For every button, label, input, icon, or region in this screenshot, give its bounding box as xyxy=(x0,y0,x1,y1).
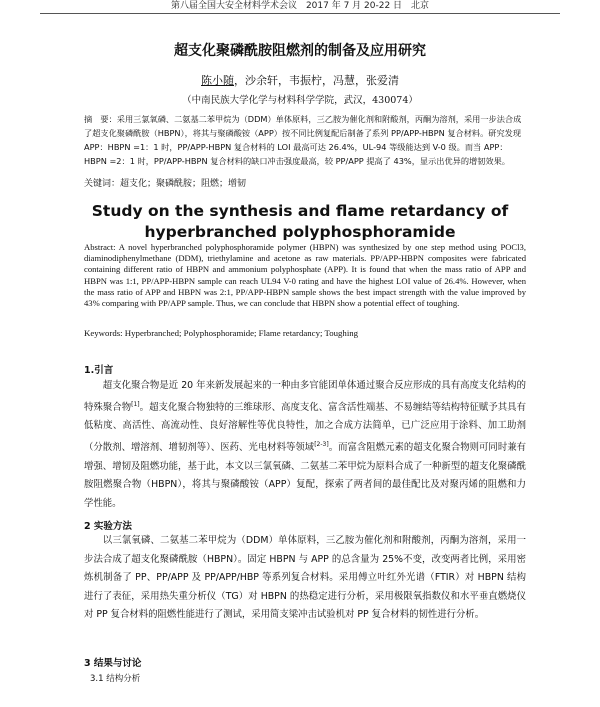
section-2-heading: 2 实验方法 xyxy=(84,521,132,532)
chinese-authors xyxy=(0,72,600,88)
section-1-text-a: 超支化聚合物是近 20 年来新发展起来的一种由多官能团单体通过聚合反应形成的具有高度支化结构的特殊聚合物 xyxy=(84,380,526,413)
header-rule xyxy=(40,13,560,14)
section-2-paragraph: 以三氯氧磷、二氨基二苯甲烷为（DDM）单体原料，三乙胺为催化剂和附酸剂，丙酮为溶剂，采用一步法合成了超支化聚磷酰胺（HBPN）。固定 HBPN 与 APP 的总含量为 25%不变，改变两者比例，采用密炼机制备了 PP、PP/APP 及 PP/APP/HBP 等系列复合材料。采用傅立叶红外光谱（FTIR）对 HBPN 结构进行了表征，采用热失重分析仪（TG）对 HBPN 的热稳定进行分析，采用极限氧指数仪和水平垂直燃烧仪对 PP 复合材料的阻燃性能进行了测试，采用简支梁冲击试验机对 PP 复合材料的韧性进行分析。 xyxy=(84,535,526,621)
citation-ref-1: [1] xyxy=(131,400,140,408)
english-keywords-text: Hyperbranched; Polyphosphoramide; Flame retardancy; Toughing xyxy=(122,328,359,338)
english-abstract-text: A novel hyperbranched polyphosphoramide polymer (HBPN) was synthesized by one step method using POCl3, diaminodiphenylmethane (DDM), triethylamine and acetone as raw materials. PP/APP-HBPN composites were fabricated containing different ratio of HBPN and ammonium polyphosphate (APP). It is found that when the mass ratio of APP and HBPN was 1:1, PP/APP-HBPN sample can reach UL94 V-0 rating and have the highest LOI value of 26.4%. However, when the mass ratio of APP and HBPN was 2:1, PP/APP-HBPN sample shows the best impact strength with the value improved by 43% comparing with PP/APP sample. Thus, we can conclude that HBPN show a potential effect of toughing. xyxy=(84,242,526,309)
co-authors: ，沙余轩，韦振柠，冯慧，张爱清 xyxy=(234,74,399,87)
section-1-paragraph xyxy=(84,377,526,513)
section-1-heading: 1.引言 xyxy=(84,365,114,376)
chinese-title: 超支化聚磷酰胺阻燃剂的制备及应用研究 xyxy=(174,43,426,59)
english-title xyxy=(0,201,600,243)
chinese-abstract xyxy=(84,112,524,168)
chinese-abstract-label: 摘 要： xyxy=(84,114,117,124)
subsection-3-1-heading: 3.1 结构分析 xyxy=(90,674,141,684)
chinese-keywords-label: 关键词： xyxy=(84,179,121,189)
english-keywords xyxy=(84,328,526,338)
first-author: 陈小随 xyxy=(201,74,234,87)
english-abstract xyxy=(84,242,526,309)
english-title-line-2: hyperbranched polyphosphoramide xyxy=(144,223,456,241)
chinese-affiliation: （中南民族大学化学与材料科学学院，武汉，430074） xyxy=(182,95,418,106)
chinese-keywords-text: 超支化；聚磷酰胺；阻燃；增韧 xyxy=(120,179,247,189)
chinese-keywords xyxy=(84,176,524,189)
section-1-text-b: 。超支化聚合物独特的三维球形、高度支化、富含活性端基、不易缠结等结构特征赋予其具有低粘度、高活性、高流动性、良好溶解性等优良特性，加之合成方法简单，已广泛应用于涂料、加工助剂（分散剂、增溶剂、增韧剂等）、医药、光电材料等领域 xyxy=(84,401,526,454)
section-1-text-c: 。而富含阻燃元素的超支化聚合物则可同时兼有增强、增韧及阻燃功能，基于此，本文以三氯氧磷、二氨基二苯甲烷为原料合成了一种新型的超支化聚磷酰胺阻燃聚合物（HBPN），将其与聚磷酸铵（APP）复配，探索了两者间的最佳配比及对聚丙烯的阻燃和力学性能。 xyxy=(84,442,526,509)
section-3-heading: 3 结果与讨论 xyxy=(84,658,142,669)
english-keywords-label: Keywords: xyxy=(84,328,123,338)
english-abstract-label: Abstract: xyxy=(84,242,116,252)
citation-ref-2-3: [2-3] xyxy=(314,440,329,448)
running-header: 第八届全国大安全材料学术会议 2017 年 7 月 20-22 日 北京 xyxy=(170,1,430,11)
english-title-line-1: Study on the synthesis and flame retardancy of xyxy=(91,202,509,220)
chinese-abstract-text: 采用三氯氧磷、二氨基二苯甲烷为（DDM）单体原料，三乙胺为催化剂和附酸剂，丙酮为溶剂，采用一步法合成了超支化聚磷酰胺（HBPN），将其与聚磷酸铵（APP）按不同比例复配后制备了系列 PP/APP-HBPN 复合材料。研究发现 APP：HBPN =1：1 时，PP/APP-HBPN 复合材料的 LOI 最高可达 26.4%，UL-94 等级能达到 V-0 级。而当 APP：HBPN =2：1 时，PP/APP-HBPN 复合材料的缺口冲击强度最高，较 PP/APP 提高了 43%，显示出优异的增韧效果。 xyxy=(84,114,522,166)
